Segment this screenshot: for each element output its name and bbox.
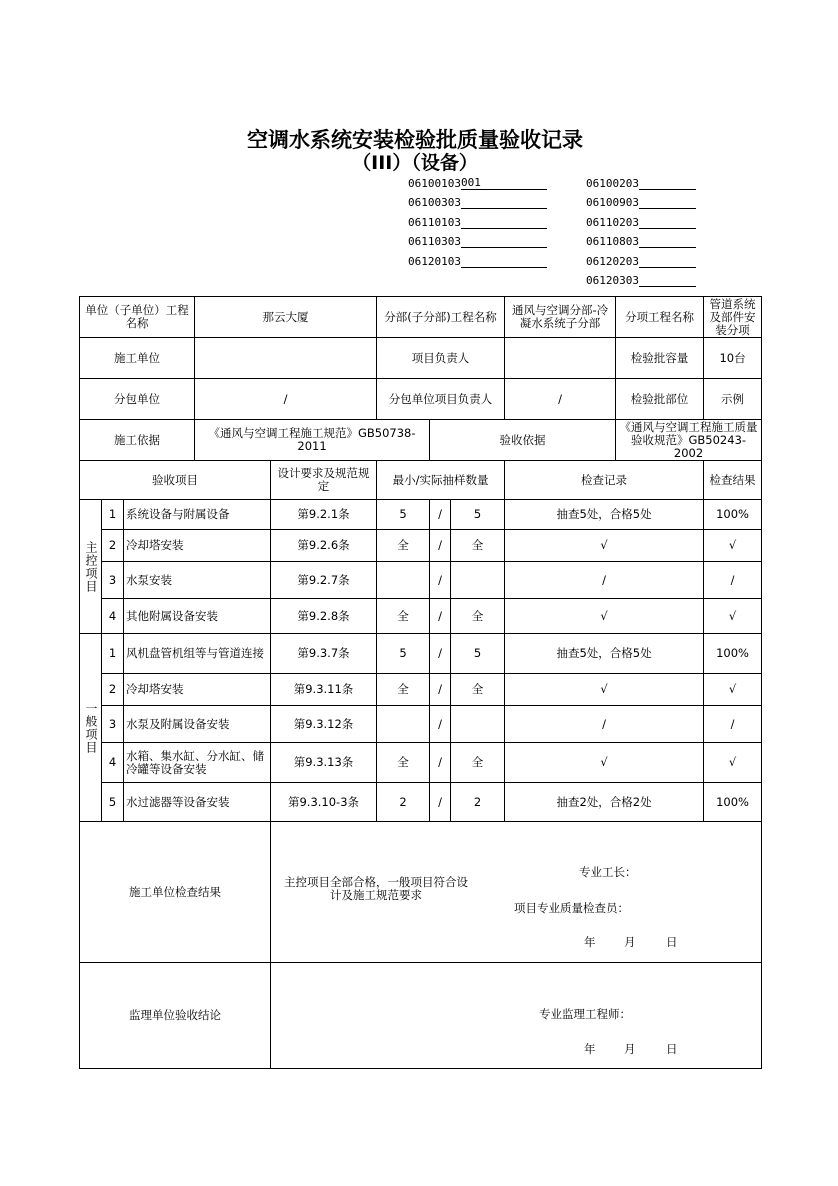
code-value[interactable] <box>639 195 696 209</box>
row-record[interactable]: 抽查2处，合格2处 <box>505 783 704 822</box>
code-number: 06120303 <box>586 274 639 287</box>
contractor-year: 年 <box>584 935 596 949</box>
row-actual[interactable]: 全 <box>451 743 505 783</box>
inspection-table <box>79 296 762 1069</box>
sub-pm-value[interactable]: / <box>505 379 616 420</box>
row-min[interactable]: 全 <box>377 530 430 562</box>
row-actual[interactable] <box>451 562 505 599</box>
row-min[interactable]: 5 <box>377 634 430 674</box>
code-number: 06110803 <box>586 235 639 248</box>
contractor-label: 施工单位 <box>80 338 195 379</box>
capacity-value[interactable]: 10台 <box>704 338 762 379</box>
row-result[interactable]: 100% <box>704 500 762 530</box>
table-row <box>80 530 762 562</box>
code-value[interactable] <box>461 254 547 268</box>
code-value[interactable] <box>639 254 696 268</box>
code-number: 06120203 <box>586 255 639 268</box>
row-actual[interactable]: 全 <box>451 674 505 706</box>
contractor-conclusion: 主控项目全部合格，一般项目符合设计及施工规范要求 <box>284 875 469 902</box>
pm-value[interactable] <box>505 338 616 379</box>
table-row <box>80 674 762 706</box>
row-record[interactable]: √ <box>505 674 704 706</box>
row-min[interactable]: 全 <box>377 599 430 634</box>
contractor-month: 月 <box>624 935 636 949</box>
contractor-check-row <box>80 822 762 963</box>
document-title: 空调水系统安装检验批质量验收记录 <box>247 128 583 152</box>
code-row <box>586 195 696 211</box>
row-result[interactable]: √ <box>704 599 762 634</box>
row-record[interactable]: / <box>505 706 704 743</box>
row-item-name: 水过滤器等设备安装 <box>124 783 271 822</box>
code-number: 06110203 <box>586 216 639 229</box>
location-value[interactable]: 示例 <box>704 379 762 420</box>
division-label: 分部(子分部)工程名称 <box>377 297 505 338</box>
accept-basis-label: 验收依据 <box>430 420 616 461</box>
row-min[interactable]: 2 <box>377 783 430 822</box>
row-spec: 第9.3.12条 <box>271 706 377 743</box>
basis-value[interactable]: 《通风与空调工程施工规范》GB50738-2011 <box>195 420 430 461</box>
row-slash: / <box>430 743 451 783</box>
accept-basis-value[interactable]: 《通风与空调工程施工质量验收规范》GB50243-2002 <box>616 420 762 461</box>
code-row <box>408 215 547 231</box>
row-spec: 第9.2.7条 <box>271 562 377 599</box>
row-spec: 第9.2.1条 <box>271 500 377 530</box>
row-min[interactable]: 全 <box>377 743 430 783</box>
header-row <box>80 338 762 379</box>
code-value[interactable] <box>461 195 547 209</box>
code-number: 06110103 <box>408 216 461 229</box>
unit-value[interactable]: 那云大厦 <box>195 297 377 338</box>
row-slash: / <box>430 530 451 562</box>
code-number: 06110303 <box>408 235 461 248</box>
code-row <box>408 234 547 250</box>
code-value[interactable] <box>639 215 696 229</box>
code-number: 06100103 <box>408 177 461 190</box>
row-slash: / <box>430 706 451 743</box>
supervision-day: 日 <box>666 1042 678 1056</box>
row-actual[interactable] <box>451 706 505 743</box>
row-result[interactable]: √ <box>704 530 762 562</box>
row-item-name: 系统设备与附属设备 <box>124 500 271 530</box>
table-row <box>80 562 762 599</box>
supervision-cell[interactable] <box>271 963 762 1069</box>
row-slash: / <box>430 634 451 674</box>
table-row <box>80 500 762 530</box>
row-record[interactable]: 抽查5处，合格5处 <box>505 634 704 674</box>
row-item-name: 冷却塔安装 <box>124 674 271 706</box>
row-actual[interactable]: 全 <box>451 530 505 562</box>
code-value[interactable] <box>639 273 696 287</box>
row-item-name: 水泵及附属设备安装 <box>124 706 271 743</box>
row-min[interactable] <box>377 562 430 599</box>
row-slash: / <box>430 674 451 706</box>
code-value[interactable] <box>461 215 547 229</box>
row-number: 5 <box>102 783 124 822</box>
column-header-row <box>80 461 762 500</box>
code-row <box>408 254 547 270</box>
code-row <box>586 234 696 250</box>
contractor-check-cell[interactable] <box>271 822 762 963</box>
row-item-name: 水箱、集水缸、分水缸、储冷罐等设备安装 <box>124 743 271 783</box>
row-spec: 第9.3.7条 <box>271 634 377 674</box>
sub-pm-label: 分包单位项目负责人 <box>377 379 505 420</box>
code-row <box>586 273 696 289</box>
table-row <box>80 706 762 743</box>
general-items-label: 一般项目 <box>80 634 102 822</box>
code-row <box>408 195 547 211</box>
row-spec: 第9.3.10-3条 <box>271 783 377 822</box>
code-row <box>586 176 696 192</box>
code-value[interactable]: 001 <box>461 176 547 190</box>
code-row <box>586 254 696 270</box>
capacity-label: 检验批容量 <box>616 338 704 379</box>
row-item-name: 水泵安装 <box>124 562 271 599</box>
code-number: 06120103 <box>408 255 461 268</box>
code-number: 06100903 <box>586 196 639 209</box>
code-number: 06100203 <box>586 177 639 190</box>
contractor-value[interactable] <box>195 338 377 379</box>
row-record[interactable]: 抽查5处，合格5处 <box>505 500 704 530</box>
row-spec: 第9.2.6条 <box>271 530 377 562</box>
row-record[interactable]: √ <box>505 599 704 634</box>
table-row <box>80 743 762 783</box>
row-result[interactable]: √ <box>704 743 762 783</box>
row-result[interactable]: √ <box>704 674 762 706</box>
col-result: 检查结果 <box>704 461 762 500</box>
row-number: 4 <box>102 599 124 634</box>
item-value[interactable]: 管道系统及部件安装分项 <box>704 297 762 338</box>
row-number: 3 <box>102 706 124 743</box>
table-row <box>80 634 762 674</box>
col-sample: 最小/实际抽样数量 <box>377 461 505 500</box>
row-spec: 第9.3.11条 <box>271 674 377 706</box>
item-label: 分项工程名称 <box>616 297 704 338</box>
inspector-label: 项目专业质量检查员： <box>514 901 630 915</box>
table-row <box>80 599 762 634</box>
header-row <box>80 420 762 461</box>
supervision-row <box>80 963 762 1069</box>
row-slash: / <box>430 599 451 634</box>
sub-value[interactable]: / <box>195 379 377 420</box>
contractor-check-label: 施工单位检查结果 <box>80 822 271 963</box>
code-number: 06100303 <box>408 196 461 209</box>
unit-label: 单位（子单位）工程名称 <box>80 297 195 338</box>
row-item-name: 风机盘管机组等与管道连接 <box>124 634 271 674</box>
row-record[interactable]: / <box>505 562 704 599</box>
header-row <box>80 379 762 420</box>
row-actual[interactable]: 全 <box>451 599 505 634</box>
row-actual[interactable]: 2 <box>451 783 505 822</box>
row-item-name: 冷却塔安装 <box>124 530 271 562</box>
document-subtitle: （III）（设备） <box>352 152 478 174</box>
col-spec: 设计要求及规范规定 <box>271 461 377 500</box>
pm-label: 项目负责人 <box>377 338 505 379</box>
row-spec: 第9.2.8条 <box>271 599 377 634</box>
basis-label: 施工依据 <box>80 420 195 461</box>
code-row <box>408 176 547 192</box>
row-min[interactable]: 5 <box>377 500 430 530</box>
location-label: 检验批部位 <box>616 379 704 420</box>
main-items-label: 主控项目 <box>80 500 102 634</box>
row-result[interactable]: / <box>704 562 762 599</box>
row-number: 2 <box>102 674 124 706</box>
supervision-month: 月 <box>624 1042 636 1056</box>
code-value[interactable] <box>639 234 696 248</box>
row-result[interactable]: 100% <box>704 783 762 822</box>
row-item-name: 其他附属设备安装 <box>124 599 271 634</box>
engineer-label: 专业监理工程师： <box>539 1007 632 1021</box>
table-row <box>80 783 762 822</box>
row-number: 1 <box>102 500 124 530</box>
row-number: 2 <box>102 530 124 562</box>
col-item: 验收项目 <box>80 461 271 500</box>
row-result[interactable]: 100% <box>704 634 762 674</box>
row-spec: 第9.3.13条 <box>271 743 377 783</box>
contractor-day: 日 <box>666 935 678 949</box>
row-record[interactable]: √ <box>505 743 704 783</box>
code-value[interactable] <box>639 176 696 190</box>
row-slash: / <box>430 783 451 822</box>
header-row <box>80 297 762 338</box>
row-number: 3 <box>102 562 124 599</box>
supervision-label: 监理单位验收结论 <box>80 963 271 1069</box>
row-record[interactable]: √ <box>505 530 704 562</box>
row-min[interactable] <box>377 706 430 743</box>
code-row <box>586 215 696 231</box>
row-slash: / <box>430 500 451 530</box>
row-actual[interactable]: 5 <box>451 634 505 674</box>
supervision-year: 年 <box>584 1042 596 1056</box>
row-number: 4 <box>102 743 124 783</box>
foreman-label: 专业工长： <box>579 865 637 879</box>
sub-label: 分包单位 <box>80 379 195 420</box>
code-value[interactable] <box>461 234 547 248</box>
row-slash: / <box>430 562 451 599</box>
row-number: 1 <box>102 634 124 674</box>
division-value[interactable]: 通风与空调分部-冷凝水系统子分部 <box>505 297 616 338</box>
row-min[interactable]: 全 <box>377 674 430 706</box>
col-record: 检查记录 <box>505 461 704 500</box>
row-actual[interactable]: 5 <box>451 500 505 530</box>
row-result[interactable]: / <box>704 706 762 743</box>
